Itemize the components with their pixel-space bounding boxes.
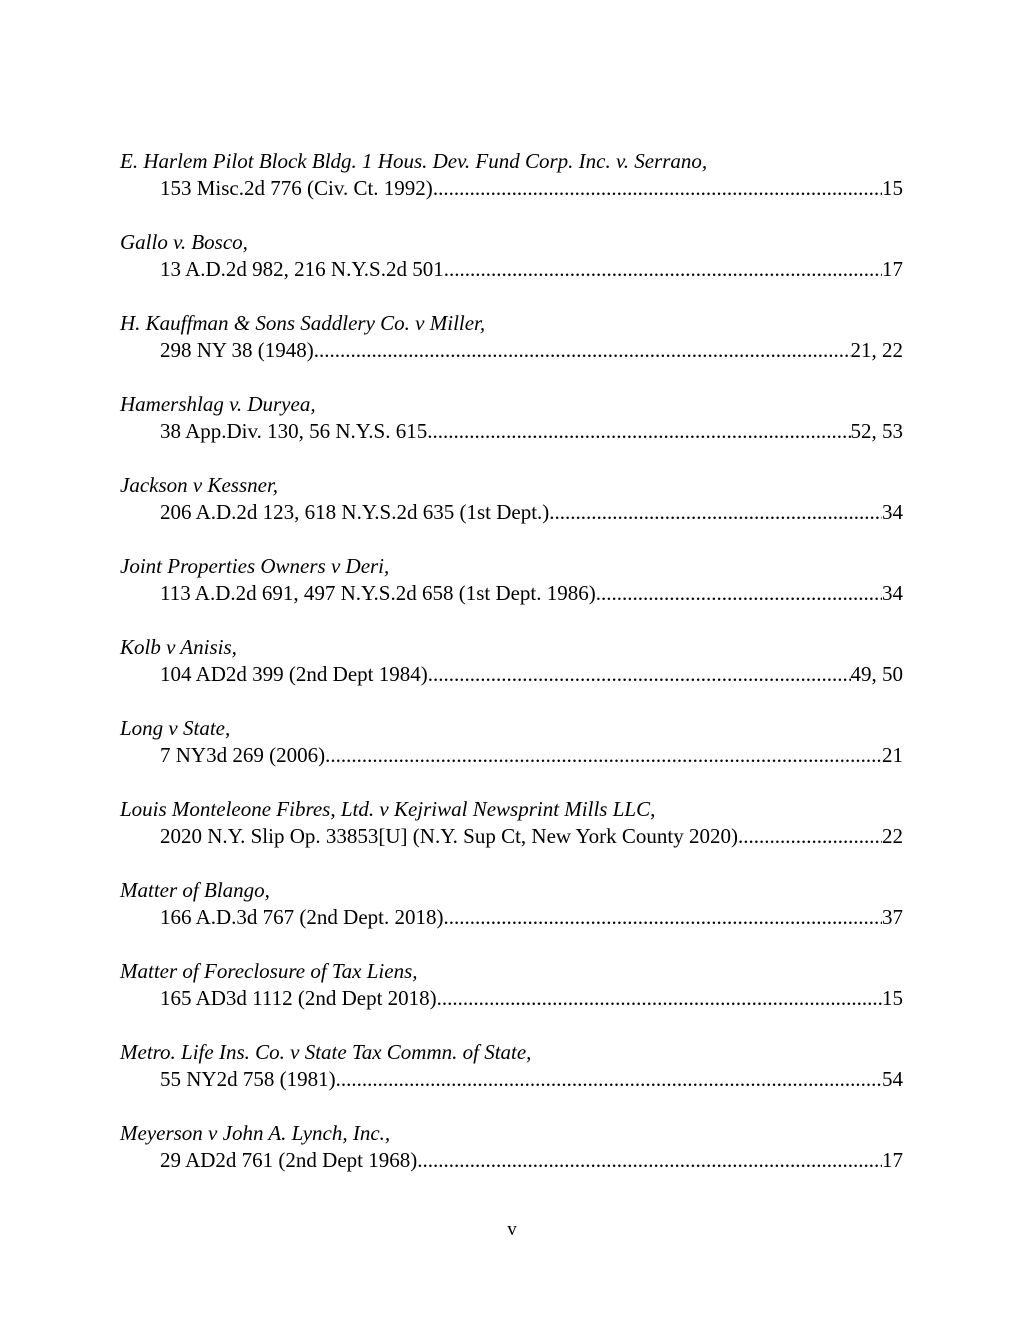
- citation-line: [160, 256, 903, 283]
- dot-leader: [443, 904, 882, 931]
- toa-entry: [120, 148, 903, 229]
- toa-entry: [120, 877, 903, 958]
- toa-entry: [120, 229, 903, 310]
- case-name: Jackson v Kessner,: [120, 473, 279, 497]
- case-name: Louis Monteleone Fibres, Ltd. v Kejriwal Newsprint Mills LLC,: [120, 797, 656, 821]
- toa-entry: [120, 472, 903, 553]
- citation: 104 AD2d 399 (2nd Dept 1984): [160, 662, 428, 686]
- citation-line: [160, 580, 903, 607]
- toa-entry: [120, 1039, 903, 1120]
- dot-leader: [433, 175, 882, 202]
- page-references: 15: [882, 986, 903, 1010]
- toa-entry: [120, 310, 903, 391]
- citation-line: [160, 337, 903, 364]
- citation: 165 AD3d 1112 (2nd Dept 2018): [160, 986, 437, 1010]
- page-references: 17: [882, 1148, 903, 1172]
- dot-leader: [428, 661, 851, 688]
- page-references: 17: [882, 257, 903, 281]
- case-name: Gallo v. Bosco,: [120, 230, 248, 254]
- citation-line: [160, 499, 903, 526]
- toa-entry: [120, 715, 903, 796]
- citation-line: [160, 1066, 903, 1093]
- dot-leader: [325, 742, 882, 769]
- page-references: 21, 22: [850, 338, 903, 362]
- citation: 2020 N.Y. Slip Op. 33853[U] (N.Y. Sup Ct, New York County 2020): [160, 824, 738, 848]
- dot-leader: [738, 823, 882, 850]
- table-of-authorities: [120, 148, 903, 1201]
- dot-leader: [427, 418, 850, 445]
- citation-line: [160, 742, 903, 769]
- dot-leader: [444, 256, 882, 283]
- citation: 29 AD2d 761 (2nd Dept 1968): [160, 1148, 418, 1172]
- page-references: 34: [882, 500, 903, 524]
- page-references: 34: [882, 581, 903, 605]
- page-references: 37: [882, 905, 903, 929]
- citation: 38 App.Div. 130, 56 N.Y.S. 615: [160, 419, 428, 443]
- page-references: 22: [882, 824, 903, 848]
- citation: 153 Misc.2d 776 (Civ. Ct. 1992): [160, 176, 433, 200]
- dot-leader: [417, 1147, 882, 1174]
- page-references: 49, 50: [850, 662, 903, 686]
- toa-entry: [120, 958, 903, 1039]
- citation: 206 A.D.2d 123, 618 N.Y.S.2d 635 (1st Dept.): [160, 500, 550, 524]
- dot-leader: [596, 580, 882, 607]
- case-name: Kolb v Anisis,: [120, 635, 237, 659]
- citation: 298 NY 38 (1948): [160, 338, 314, 362]
- case-name: H. Kauffman & Sons Saddlery Co. v Miller,: [120, 311, 486, 335]
- case-name: Meyerson v John A. Lynch, Inc.,: [120, 1121, 391, 1145]
- citation: 55 NY2d 758 (1981): [160, 1067, 336, 1091]
- dot-leader: [437, 985, 882, 1012]
- dot-leader: [314, 337, 851, 364]
- citation-line: [160, 418, 903, 445]
- toa-entry: [120, 1120, 903, 1201]
- citation-line: [160, 904, 903, 931]
- citation-line: [160, 175, 903, 202]
- toa-entry: [120, 391, 903, 472]
- citation: 113 A.D.2d 691, 497 N.Y.S.2d 658 (1st Dept. 1986): [160, 581, 596, 605]
- case-name: Joint Properties Owners v Deri,: [120, 554, 390, 578]
- case-name: Hamershlag v. Duryea,: [120, 392, 316, 416]
- citation-line: [160, 1147, 903, 1174]
- toa-entry: [120, 634, 903, 715]
- toa-entry: [120, 796, 903, 877]
- case-name: Long v State,: [120, 716, 231, 740]
- citation-line: [160, 661, 903, 688]
- case-name: E. Harlem Pilot Block Bldg. 1 Hous. Dev. Fund Corp. Inc. v. Serrano,: [120, 149, 708, 173]
- toa-entry: [120, 553, 903, 634]
- page-references: 52, 53: [850, 419, 903, 443]
- dot-leader: [336, 1066, 882, 1093]
- citation-line: [160, 985, 903, 1012]
- citation: 7 NY3d 269 (2006): [160, 743, 326, 767]
- case-name: Matter of Foreclosure of Tax Liens,: [120, 959, 418, 983]
- case-name: Metro. Life Ins. Co. v State Tax Commn. of State,: [120, 1040, 532, 1064]
- citation-line: [160, 823, 903, 850]
- citation: 166 A.D.3d 767 (2nd Dept. 2018): [160, 905, 444, 929]
- page-number: v: [507, 1219, 517, 1240]
- case-name: Matter of Blango,: [120, 878, 270, 902]
- page-references: 15: [882, 176, 903, 200]
- page-references: 21: [882, 743, 903, 767]
- dot-leader: [549, 499, 882, 526]
- page-references: 54: [882, 1067, 903, 1091]
- citation: 13 A.D.2d 982, 216 N.Y.S.2d 501: [160, 257, 444, 281]
